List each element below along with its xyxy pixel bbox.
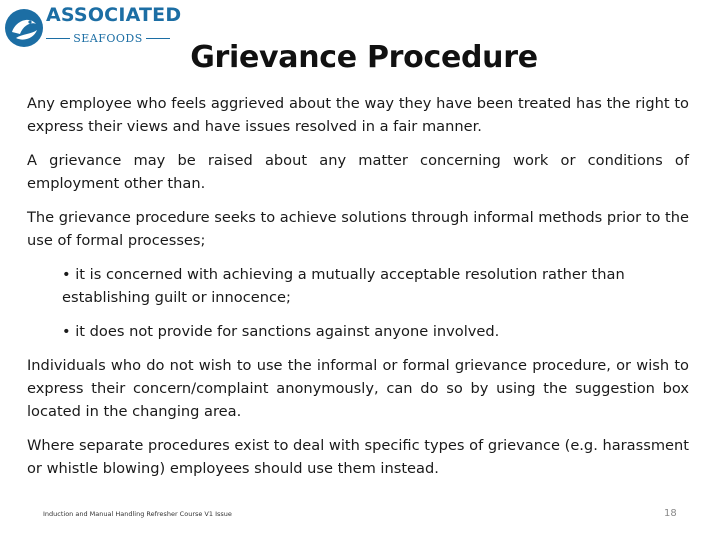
body-content	[27, 92, 689, 491]
logo-rule-left	[46, 38, 70, 39]
logo-wordmark: ASSOCIATED	[46, 4, 182, 26]
logo-subtitle-text: SEAFOODS	[73, 32, 143, 45]
paragraph-anonymous: Individuals who do not wish to use the informal or formal grievance procedure, or wish to express their concern/complaint anonymously, can do so by using the suggestion box located in the changing area.	[27, 357, 689, 420]
bullet-item: • it does not provide for sanctions against anyone involved.	[62, 323, 500, 340]
paragraph-scope: A grievance may be raised about any matter concerning work or conditions of employment other than.	[27, 152, 689, 192]
paragraph-approach: The grievance procedure seeks to achieve solutions through informal methods prior to the use of formal processes;	[27, 209, 689, 249]
page-title: Grievance Procedure	[190, 40, 538, 75]
logo-rule-right	[146, 38, 170, 39]
page-number: 18	[664, 508, 677, 519]
paragraph-separate-procedures: Where separate procedures exist to deal with specific types of grievance (e.g. harassment or whistle blowing) employees should use them instead.	[27, 437, 689, 477]
footer-course-label: Induction and Manual Handling Refresher Course V1 Issue	[43, 510, 232, 518]
bullet-item: • it is concerned with achieving a mutually acceptable resolution rather than establishing guilt or innocence;	[62, 266, 625, 306]
paragraph-intro: Any employee who feels aggrieved about the way they have been treated has the right to express their views and have issues resolved in a fair manner.	[27, 95, 689, 135]
